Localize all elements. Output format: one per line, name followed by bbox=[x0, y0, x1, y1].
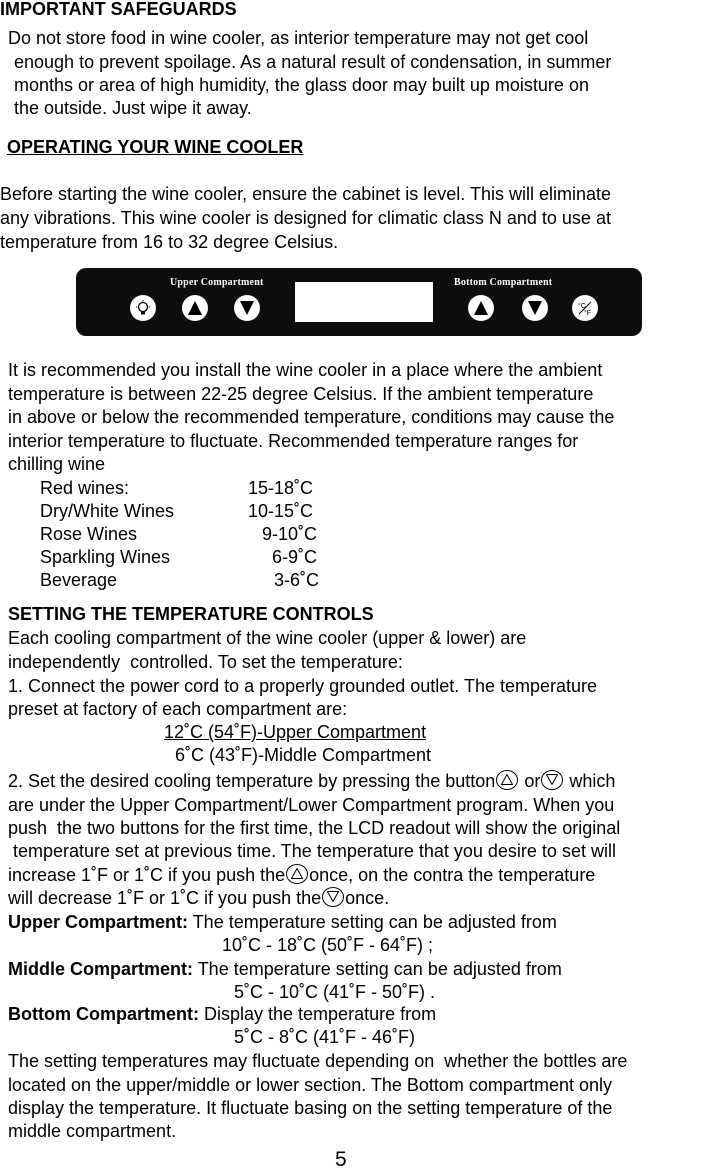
up-button-inline bbox=[286, 864, 308, 884]
decrease-text-b: once. bbox=[345, 888, 390, 908]
middle-compartment-text: The temperature setting can be adjusted from bbox=[193, 959, 562, 979]
page-number: 5 bbox=[335, 1148, 347, 1171]
recommend-line: in above or below the recommended temperature, conditions may cause the bbox=[8, 407, 615, 427]
triangle-down-icon bbox=[527, 300, 543, 316]
step2-text-b: which bbox=[569, 771, 616, 791]
increase-text-a: increase 1˚F or 1˚C if you push the bbox=[8, 865, 286, 885]
closing-line: located on the upper/middle or lower section. The Bottom compartment only bbox=[8, 1075, 612, 1095]
wine-name: Beverage bbox=[40, 570, 118, 590]
wine-name: Rose Wines bbox=[40, 524, 138, 544]
step2-line: push the two buttons for the first time, the LCD readout will show the original bbox=[8, 818, 621, 838]
upper-down-button[interactable] bbox=[234, 295, 260, 321]
preset-upper: 12˚C (54˚F)-Upper Compartment bbox=[164, 722, 427, 742]
control-panel bbox=[76, 268, 642, 336]
down-button-inline bbox=[541, 770, 563, 790]
lcd-display bbox=[295, 282, 433, 322]
increase-text-b: once, on the contra the temperature bbox=[309, 865, 596, 885]
wine-range: 10-15˚C bbox=[248, 501, 314, 521]
step2-line bbox=[8, 770, 615, 792]
upper-up-button[interactable] bbox=[182, 295, 208, 321]
svg-text:°F: °F bbox=[584, 310, 592, 317]
recommend-line: interior temperature to fluctuate. Recommended temperature ranges for bbox=[8, 431, 579, 451]
setting-heading: SETTING THE TEMPERATURE CONTROLS bbox=[8, 604, 374, 624]
recommend-line: chilling wine bbox=[8, 454, 106, 474]
preset-middle: 6˚C (43˚F)-Middle Compartment bbox=[175, 745, 432, 765]
safeguards-line: months or area of high humidity, the glass door may built up moisture on bbox=[14, 75, 589, 95]
safeguards-line: Do not store food in wine cooler, as interior temperature may not get cool bbox=[8, 28, 589, 48]
upper-compartment-text: The temperature setting can be adjusted from bbox=[188, 912, 557, 932]
decrease-text-a: will decrease 1˚F or 1˚C if you push the bbox=[8, 888, 322, 908]
light-bulb-icon bbox=[134, 299, 152, 317]
operating-heading: OPERATING YOUR WINE COOLER bbox=[7, 137, 304, 157]
increase-line bbox=[8, 864, 595, 886]
wine-name: Sparkling Wines bbox=[40, 547, 171, 567]
middle-compartment-range: 5˚C - 10˚C (41˚F - 50˚F) . bbox=[234, 982, 436, 1002]
wine-range: 6-9˚C bbox=[272, 547, 318, 567]
bottom-up-button[interactable] bbox=[468, 295, 494, 321]
step2-line: temperature set at previous time. The temperature that you desire to set will bbox=[8, 841, 616, 861]
bottom-down-button[interactable] bbox=[522, 295, 548, 321]
wine-name: Red wines: bbox=[40, 478, 130, 498]
triangle-up-icon bbox=[501, 774, 513, 785]
closing-line: The setting temperatures may fluctuate depending on whether the bottles are bbox=[8, 1051, 628, 1071]
operating-intro-line: temperature from 16 to 32 degree Celsius. bbox=[0, 232, 339, 252]
triangle-up-icon bbox=[291, 868, 303, 879]
setting-line: independently controlled. To set the temperature: bbox=[8, 652, 403, 672]
light-button[interactable] bbox=[130, 295, 156, 321]
middle-compartment-label: Middle Compartment: bbox=[8, 959, 194, 979]
bottom-compartment-range: 5˚C - 8˚C (41˚F - 46˚F) bbox=[234, 1027, 416, 1047]
step2-text-a: 2. Set the desired cooling temperature by pressing the button bbox=[8, 771, 496, 791]
triangle-down-icon bbox=[239, 300, 255, 316]
wine-range: 3-6˚C bbox=[274, 570, 320, 590]
up-button-inline bbox=[496, 770, 518, 790]
setting-line: Each cooling compartment of the wine cooler (upper & lower) are bbox=[8, 628, 527, 648]
svg-text:°C: °C bbox=[578, 303, 586, 310]
celsius-fahrenheit-icon bbox=[576, 299, 594, 317]
bottom-compartment-line bbox=[8, 1003, 436, 1025]
wine-name: Dry/White Wines bbox=[40, 501, 175, 521]
bottom-compartment-text: Display the temperature from bbox=[199, 1004, 437, 1024]
upper-compartment-label: Upper Compartment: bbox=[8, 912, 189, 932]
upper-compartment-line bbox=[8, 911, 557, 933]
triangle-up-icon bbox=[473, 300, 489, 316]
setting-line: 1. Connect the power cord to a properly grounded outlet. The temperature bbox=[8, 676, 598, 696]
middle-compartment-line bbox=[8, 958, 562, 980]
decrease-line bbox=[8, 887, 389, 909]
unit-toggle-button[interactable] bbox=[572, 295, 598, 321]
operating-intro-line: Before starting the wine cooler, ensure the cabinet is level. This will eliminate bbox=[0, 184, 611, 204]
bottom-compartment-label: Bottom Compartment: bbox=[8, 1004, 199, 1024]
wine-range: 9-10˚C bbox=[262, 524, 318, 544]
triangle-down-icon bbox=[546, 774, 558, 785]
closing-line: middle compartment. bbox=[8, 1121, 177, 1141]
triangle-down-icon bbox=[327, 891, 339, 902]
step2-line: are under the Upper Compartment/Lower Compartment program. When you bbox=[8, 795, 615, 815]
down-button-inline bbox=[322, 887, 344, 907]
upper-compartment-range: 10˚C - 18˚C (50˚F - 64˚F) ; bbox=[222, 935, 434, 955]
step2-or: or bbox=[524, 771, 541, 791]
recommend-line: It is recommended you install the wine cooler in a place where the ambient bbox=[8, 360, 603, 380]
safeguards-line: enough to prevent spoilage. As a natural result of condensation, in summer bbox=[14, 52, 612, 72]
operating-intro-line: any vibrations. This wine cooler is designed for climatic class N and to use at bbox=[0, 208, 611, 228]
wine-range: 15-18˚C bbox=[248, 478, 314, 498]
upper-compartment-label: Upper Compartment bbox=[170, 277, 264, 288]
setting-line: preset at factory of each compartment are: bbox=[8, 699, 348, 719]
safeguards-heading: IMPORTANT SAFEGUARDS bbox=[0, 0, 237, 19]
recommend-line: temperature is between 22-25 degree Celsius. If the ambient temperature bbox=[8, 384, 594, 404]
closing-line: display the temperature. It fluctuate basing on the setting temperature of the bbox=[8, 1098, 613, 1118]
safeguards-line: the outside. Just wipe it away. bbox=[14, 98, 252, 118]
bottom-compartment-label: Bottom Compartment bbox=[454, 277, 553, 288]
triangle-up-icon bbox=[187, 300, 203, 316]
